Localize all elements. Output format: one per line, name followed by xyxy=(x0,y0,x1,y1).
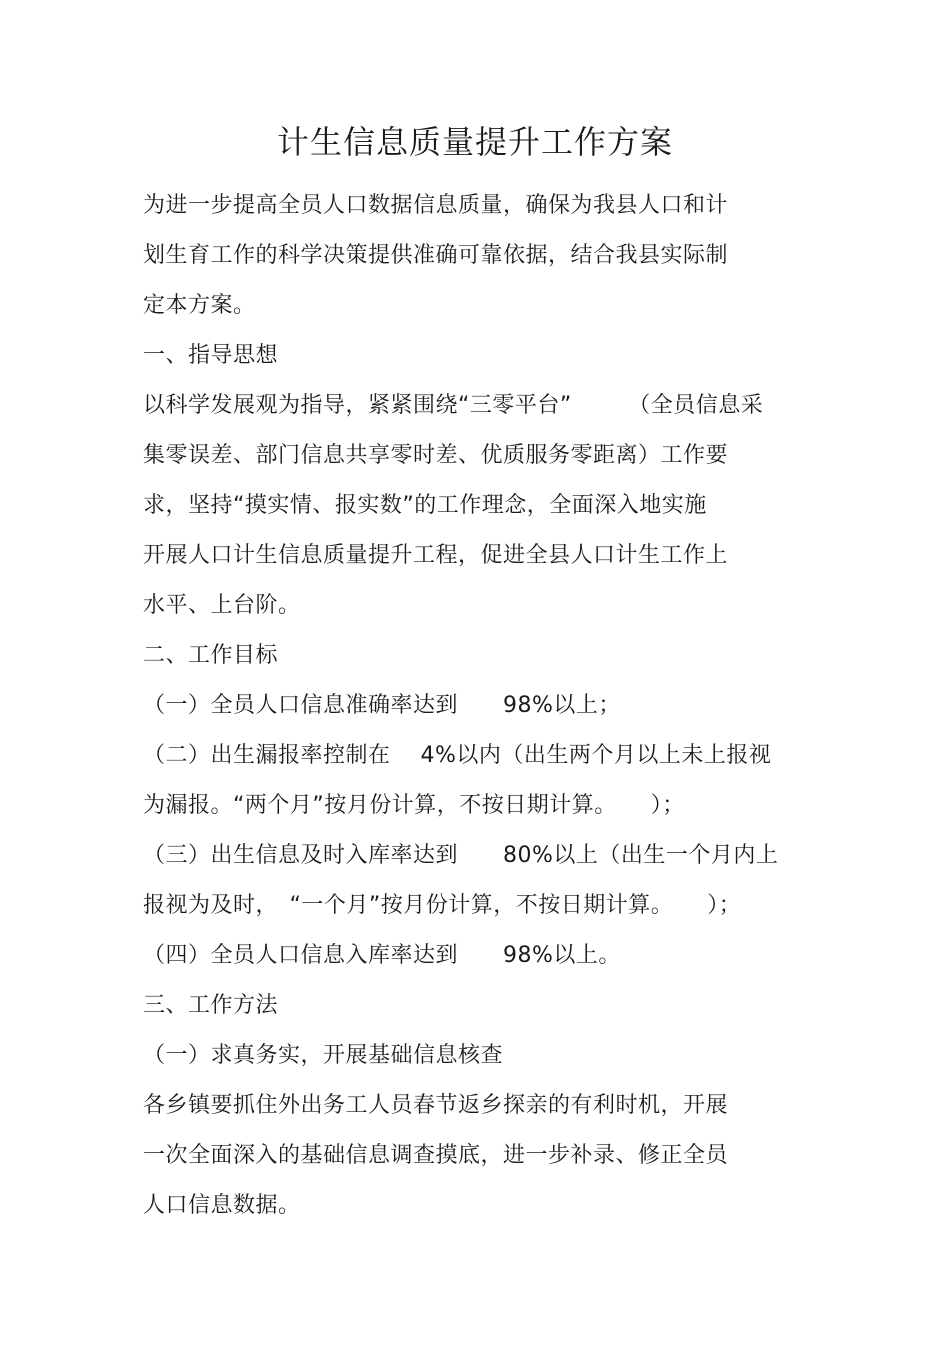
paragraph-line: 报视为及时， “一个月”按月份计算，不按日期计算。 ）； xyxy=(143,893,742,918)
paragraph-line: 为漏报。“两个月”按月份计算，不按日期计算。 ）； xyxy=(143,793,685,818)
paragraph-line: 划生育工作的科学决策提供准确可靠依据，结合我县实际制 xyxy=(143,243,729,268)
paragraph-line: 开展人口计生信息质量提升工程，促进全县人口计生工作上 xyxy=(143,543,729,568)
section-heading: 一、指导思想 xyxy=(143,343,279,368)
paragraph-line: 人口信息数据。 xyxy=(143,1193,301,1218)
section-heading: 三、工作方法 xyxy=(143,993,279,1018)
list-item: （四）全员人口信息入库率达到 98%以上。 xyxy=(143,943,621,968)
paragraph-line: 以科学发展观为指导，紧紧围绕“三零平台” （全员信息采 xyxy=(143,393,764,418)
section-heading: 二、工作目标 xyxy=(143,643,279,668)
paragraph-line: 一次全面深入的基础信息调查摸底，进一步补录、修正全员 xyxy=(143,1143,729,1168)
paragraph-line: 集零误差、部门信息共享零时差、优质服务零距离）工作要 xyxy=(143,443,729,468)
paragraph-line: 求，坚持“摸实情、报实数”的工作理念，全面深入地实施 xyxy=(143,493,707,518)
list-item: （二）出生漏报率控制在 4%以内（出生两个月以上未上报视 xyxy=(143,743,772,768)
document-title: 计生信息质量提升工作方案 xyxy=(276,123,673,161)
list-item: （一）全员人口信息准确率达到 98%以上； xyxy=(143,693,621,718)
subsection-heading: （一）求真务实，开展基础信息核查 xyxy=(143,1043,504,1068)
paragraph-line: 水平、上台阶。 xyxy=(143,593,301,618)
paragraph-line: 为进一步提高全员人口数据信息质量，确保为我县人口和计 xyxy=(143,193,729,218)
paragraph-line: 定本方案。 xyxy=(143,293,256,318)
paragraph-line: 各乡镇要抓住外出务工人员春节返乡探亲的有利时机，开展 xyxy=(143,1093,729,1118)
list-item: （三）出生信息及时入库率达到 80%以上（出生一个月内上 xyxy=(143,843,779,868)
